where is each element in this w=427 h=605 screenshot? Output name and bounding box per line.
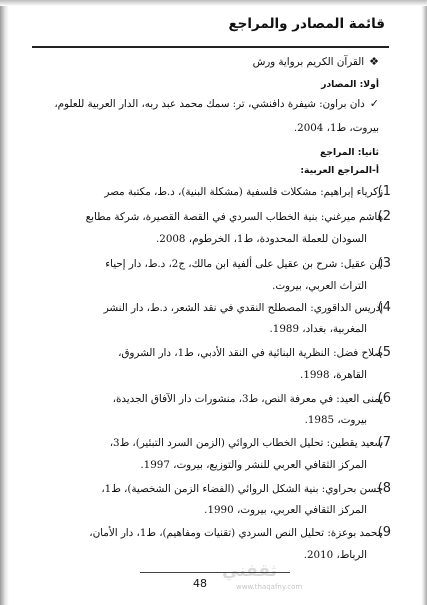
reference-line: القاهرة، 1998.	[300, 369, 367, 381]
reference-number: 6 )	[378, 392, 391, 406]
reference-number: 4 )	[378, 301, 391, 315]
reference-line: هاشم ميرغني: بنية الخطاب السردي في القصة القصيرة، شركة مطابع	[85, 211, 383, 223]
reference-line: بيروت، 1985.	[304, 414, 367, 426]
section-heading-references: ثانيا: المراجع	[320, 147, 379, 158]
page-title: قائمة المصادر والمراجع	[228, 16, 385, 32]
reference-number: 9 )	[378, 526, 391, 540]
reference-line: المركز الثقافي العربي للنشر والتوزيع، بيروت، 1997.	[140, 459, 367, 471]
reference-line: صلاح فضل: النظرية البنائية في النقد الأدبي، ط1، دار الشروق،	[118, 347, 383, 359]
quran-entry	[253, 55, 379, 69]
reference-line: زكرياء إبراهيم: مشكلات فلسفية (مشكلة البنية)، د.ط، مكتبة مصر	[104, 186, 383, 198]
diamond-bullet-icon: ❖	[369, 55, 379, 68]
page-edge-shadow-top	[0, 0, 427, 6]
reference-number: 8 )	[378, 482, 391, 496]
page-number: 48	[193, 577, 207, 590]
page-edge-shadow-right	[421, 0, 427, 605]
reference-number: 2 )	[378, 210, 391, 224]
watermark-url: www.thaqafny.com	[236, 583, 303, 591]
reference-number: 3 )	[378, 257, 391, 271]
reference-line: حسن بحراوي: بنية الشكل الروائي (الفضاء الزمن الشخصية)، ط1،	[101, 483, 383, 495]
reference-line: السودان للعملة المحدودة، ط1، الخرطوم، 2008.	[155, 233, 367, 245]
reference-number: 5 )	[378, 346, 391, 360]
watermark-logo: ثقفني	[222, 561, 277, 581]
quran-text: القرآن الكريم برواية ورش	[252, 56, 365, 68]
section-heading-sources: أولا: المصادر	[321, 79, 379, 90]
reference-line: محمد بوعزة: تحليل النص السردي (تقنيات ومفاهيم)، ط1، دار الأمان،	[89, 527, 383, 539]
reference-line: التراث العربي، بيروت.	[272, 280, 367, 292]
reference-line: ابن عقيل: شرح بن عقيل على ألفية ابن مالك، ج2، د.ط، دار إحياء	[105, 258, 383, 270]
reference-line: يمنى العيد: في معرفة النص، ط3، منشورات دار الآفاق الجديدة،	[112, 393, 383, 405]
reference-line: المركز الثقافي العربي، بيروت، 1990.	[204, 504, 367, 516]
checkmark-bullet-icon: ✓	[369, 97, 379, 110]
subsection-heading-arabic: أ-المراجع العربية:	[300, 165, 379, 176]
source-line-2: بيروت، ط1، 2004.	[293, 122, 379, 134]
source-entry	[54, 97, 379, 111]
source-line-1: دان براون: شيفرة دافنشي، تر: سمك محمد عبد ربه، الدار العربية للعلوم،	[54, 98, 365, 110]
reference-line: إدريس الداقوري: المصطلح النقدي في نقد الشعر، د.ط، دار النشر	[103, 302, 383, 314]
reference-line: سعيد يقطين: تحليل الخطاب الروائي (الزمن السرد التبئير)، ط3،	[109, 437, 383, 449]
footer-rule	[140, 572, 290, 573]
reference-line: المغربية، بغداد، 1989.	[269, 323, 367, 335]
reference-line: الرباط، 2010.	[303, 549, 367, 561]
reference-number: 7 )	[378, 436, 391, 450]
reference-number: 1 )	[378, 185, 391, 199]
title-underline	[32, 46, 389, 48]
page-edge-shadow-left	[0, 0, 9, 605]
